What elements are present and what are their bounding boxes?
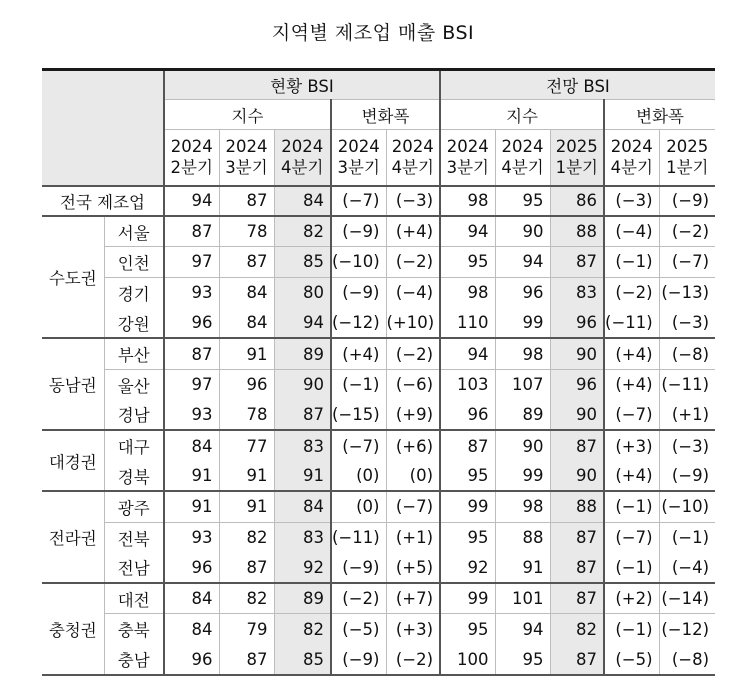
value-cell: 98 [495,491,550,522]
value-cell: 95 [440,614,495,645]
value-cell: (+4) [604,369,659,400]
value-cell: 91 [495,553,550,584]
value-cell: (+1) [386,522,440,553]
value-cell: (+10) [386,308,440,339]
quarter-period: 4분기 [281,158,324,178]
value-cell: 83 [274,522,331,553]
value-cell: 84 [164,583,219,614]
value-cell: 98 [495,338,550,369]
bsi-table [42,68,715,676]
value-cell: 95 [495,644,550,675]
value-cell: 84 [274,491,331,522]
region-label: 부산 [104,338,164,369]
value-cell: (−6) [386,369,440,400]
value-cell: (+4) [331,338,386,369]
quarter-header-cur-chg-1 [386,130,440,186]
table-row [42,338,715,369]
value-cell: (−2) [386,247,440,278]
outlook-change-header: 변화폭 [604,100,715,130]
value-cell: 85 [274,644,331,675]
value-cell: 87 [219,644,274,675]
quarter-header-cur-idx-1 [219,130,274,186]
quarter-period: 3분기 [446,158,489,178]
value-cell: (−5) [331,614,386,645]
value-cell: (−2) [386,644,440,675]
quarter-year: 2024 [281,137,324,157]
value-cell: (0) [386,461,440,492]
value-cell: (+6) [386,430,440,461]
quarter-period: 2분기 [170,158,213,178]
value-cell: 87 [219,186,274,217]
value-cell: 93 [164,400,219,431]
value-cell: (−9) [331,644,386,675]
value-cell: (−10) [659,491,715,522]
value-cell: (−7) [386,491,440,522]
value-cell: 96 [164,308,219,339]
current-index-header: 지수 [164,100,331,130]
value-cell: 87 [164,216,219,247]
value-cell: 89 [495,400,550,431]
quarter-period: 4분기 [391,158,434,178]
value-cell: (+1) [659,400,715,431]
quarter-year: 2024 [170,137,213,157]
table-row [42,491,715,522]
value-cell: 91 [219,338,274,369]
value-cell: (−8) [659,338,715,369]
value-cell: (+4) [386,216,440,247]
value-cell: 91 [164,461,219,492]
value-cell: 94 [164,186,219,217]
value-cell: 87 [219,553,274,584]
region-label: 경북 [104,461,164,492]
quarter-year: 2024 [610,137,653,157]
value-cell: (−1) [604,247,659,278]
region-label: 충남 [104,644,164,675]
value-cell: 101 [495,583,550,614]
value-cell: 82 [219,583,274,614]
value-cell: 94 [274,308,331,339]
value-cell: 99 [440,491,495,522]
value-cell: 87 [550,430,604,461]
value-cell: 88 [495,522,550,553]
table-row-national [42,186,715,217]
outlook-index-header: 지수 [440,100,604,130]
value-cell: 84 [164,614,219,645]
region-label: 경기 [104,277,164,308]
value-cell: (−3) [659,308,715,339]
quarter-header-cur-idx-0 [164,130,219,186]
value-cell: 97 [164,369,219,400]
region-group-label: 수도권 [42,216,104,338]
value-cell: 87 [219,247,274,278]
row-label-national: 전국 제조업 [42,186,164,217]
outlook-bsi-header: 전망 BSI [440,70,715,100]
value-cell: 90 [274,369,331,400]
value-cell: (−12) [331,308,386,339]
value-cell: 90 [495,430,550,461]
current-bsi-header: 현황 BSI [164,70,440,100]
value-cell: 91 [219,461,274,492]
quarter-header-out-idx-0 [440,130,495,186]
value-cell: (−1) [604,614,659,645]
value-cell: (−4) [659,553,715,584]
value-cell: (−1) [659,522,715,553]
value-cell: (−9) [331,553,386,584]
quarter-year: 2024 [337,137,380,157]
value-cell: 96 [219,369,274,400]
quarter-header-out-chg-0 [604,130,659,186]
value-cell: 78 [219,216,274,247]
quarter-year: 2024 [501,137,544,157]
value-cell: (−11) [331,522,386,553]
value-cell: (−9) [659,186,715,217]
table-row [42,644,715,675]
quarter-header-cur-chg-0 [331,130,386,186]
value-cell: (−8) [659,644,715,675]
value-cell: (0) [331,461,386,492]
value-cell: (−9) [659,461,715,492]
region-group-label: 충청권 [42,583,104,675]
value-cell: 107 [495,369,550,400]
value-cell: 96 [164,644,219,675]
value-cell: 84 [274,186,331,217]
value-cell: 87 [550,522,604,553]
quarter-period: 4분기 [501,158,544,178]
value-cell: (−5) [604,644,659,675]
region-label: 강원 [104,308,164,339]
value-cell: (0) [331,491,386,522]
quarter-period: 4분기 [610,158,653,178]
value-cell: (−12) [659,614,715,645]
value-cell: 84 [164,430,219,461]
value-cell: 94 [440,216,495,247]
current-change-header: 변화폭 [331,100,440,130]
quarter-period: 1분기 [555,158,598,178]
region-label: 서울 [104,216,164,247]
value-cell: 88 [550,216,604,247]
value-cell: 82 [274,216,331,247]
value-cell: 90 [550,400,604,431]
value-cell: (−13) [659,277,715,308]
value-cell: 87 [550,644,604,675]
value-cell: (−4) [386,277,440,308]
value-cell: 98 [440,186,495,217]
value-cell: (−3) [386,186,440,217]
value-cell: (+2) [604,583,659,614]
value-cell: 95 [440,522,495,553]
table-title: 지역별 제조업 매출 BSI [271,22,475,44]
table-row [42,614,715,645]
value-cell: (−3) [659,430,715,461]
quarter-period: 1분기 [666,158,709,178]
value-cell: 92 [274,553,331,584]
value-cell: 84 [219,308,274,339]
value-cell: (−2) [386,338,440,369]
value-cell: 79 [219,614,274,645]
quarter-header-out-chg-1 [659,130,715,186]
value-cell: 90 [550,338,604,369]
region-label: 충북 [104,614,164,645]
value-cell: (−2) [659,216,715,247]
value-cell: 91 [274,461,331,492]
value-cell: (−1) [331,369,386,400]
quarter-header-out-idx-2 [550,130,604,186]
value-cell: (−10) [331,247,386,278]
table-row [42,369,715,400]
value-cell: 96 [164,553,219,584]
region-group-label: 전라권 [42,491,104,583]
value-cell: 94 [495,614,550,645]
value-cell: 89 [274,583,331,614]
value-cell: (+4) [604,461,659,492]
quarter-header-out-idx-1 [495,130,550,186]
value-cell: 91 [164,491,219,522]
value-cell: (−3) [604,186,659,217]
value-cell: 83 [550,277,604,308]
table-row [42,277,715,308]
region-label: 광주 [104,491,164,522]
table-row [42,522,715,553]
value-cell: (−1) [604,491,659,522]
value-cell: 96 [550,308,604,339]
value-cell: 87 [274,400,331,431]
value-cell: 87 [164,338,219,369]
region-group-label: 대경권 [42,430,104,491]
value-cell: (−7) [331,186,386,217]
corner-cell [42,70,164,186]
region-label: 경남 [104,400,164,431]
region-label: 대전 [104,583,164,614]
value-cell: 99 [495,461,550,492]
value-cell: 89 [274,338,331,369]
value-cell: 82 [550,614,604,645]
value-cell: 91 [219,491,274,522]
table-row [42,583,715,614]
value-cell: (+3) [604,430,659,461]
value-cell: (−2) [604,277,659,308]
value-cell: (+5) [386,553,440,584]
value-cell: (−7) [659,247,715,278]
value-cell: 96 [550,369,604,400]
value-cell: 86 [550,186,604,217]
value-cell: 80 [274,277,331,308]
value-cell: (−14) [659,583,715,614]
value-cell: 92 [440,553,495,584]
value-cell: (−7) [604,522,659,553]
value-cell: 82 [274,614,331,645]
quarter-year: 2024 [225,137,268,157]
value-cell: 98 [440,277,495,308]
value-cell: 96 [495,277,550,308]
quarter-period: 3분기 [337,158,380,178]
region-label: 인천 [104,247,164,278]
value-cell: 96 [440,400,495,431]
value-cell: 87 [550,247,604,278]
value-cell: (−9) [331,277,386,308]
value-cell: (+9) [386,400,440,431]
value-cell: 93 [164,277,219,308]
value-cell: (+3) [386,614,440,645]
region-group-label: 동남권 [42,338,104,430]
region-label: 전남 [104,553,164,584]
quarter-year: 2025 [666,137,709,157]
table-row [42,308,715,339]
table-row [42,461,715,492]
quarter-year: 2024 [391,137,434,157]
value-cell: 90 [550,461,604,492]
value-cell: (−7) [604,400,659,431]
value-cell: 94 [495,247,550,278]
region-label: 울산 [104,369,164,400]
quarter-period: 3분기 [225,158,268,178]
table-row [42,400,715,431]
value-cell: 95 [495,186,550,217]
table-row [42,216,715,247]
value-cell: 99 [495,308,550,339]
value-cell: 78 [219,400,274,431]
quarter-year: 2025 [555,137,598,157]
value-cell: 87 [550,583,604,614]
table-row [42,553,715,584]
value-cell: 87 [550,553,604,584]
value-cell: 93 [164,522,219,553]
value-cell: (−4) [604,216,659,247]
value-cell: 84 [219,277,274,308]
table-row [42,430,715,461]
region-label: 대구 [104,430,164,461]
value-cell: 99 [440,583,495,614]
value-cell: 110 [440,308,495,339]
value-cell: 90 [495,216,550,247]
value-cell: (−11) [604,308,659,339]
value-cell: (−11) [659,369,715,400]
value-cell: 83 [274,430,331,461]
value-cell: 103 [440,369,495,400]
value-cell: 87 [440,430,495,461]
quarter-year: 2024 [446,137,489,157]
value-cell: 97 [164,247,219,278]
value-cell: 95 [440,247,495,278]
region-label: 전북 [104,522,164,553]
value-cell: 82 [219,522,274,553]
value-cell: 88 [550,491,604,522]
value-cell: (−15) [331,400,386,431]
value-cell: (+4) [604,338,659,369]
value-cell: (+7) [386,583,440,614]
value-cell: 100 [440,644,495,675]
quarter-header-cur-idx-2 [274,130,331,186]
value-cell: 94 [440,338,495,369]
value-cell: 85 [274,247,331,278]
value-cell: (−2) [331,583,386,614]
value-cell: 77 [219,430,274,461]
value-cell: (−1) [604,553,659,584]
table-row [42,247,715,278]
value-cell: (−7) [331,430,386,461]
value-cell: 95 [440,461,495,492]
value-cell: (−9) [331,216,386,247]
